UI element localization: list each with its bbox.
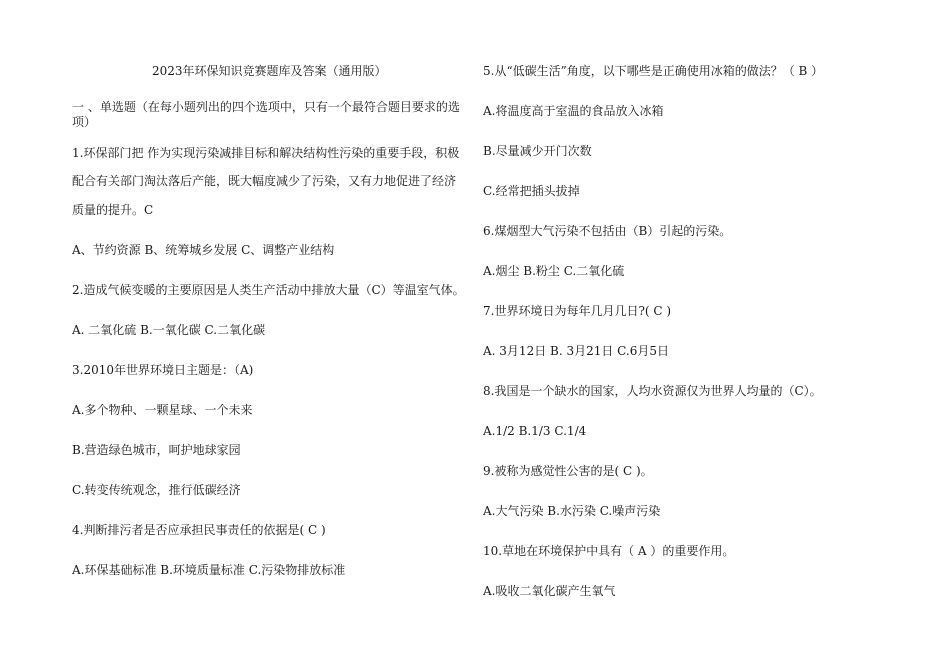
question-3-option-b: B.营造绿色城市，呵护地球家园 [72, 443, 241, 457]
question-9: 9.被称为感觉性公害的是( C )。 [483, 464, 653, 478]
question-3: 3.2010年世界环境日主题是：（A) [72, 363, 254, 377]
question-6-options: A.烟尘 B.粉尘 C.二氧化硫 [483, 264, 625, 278]
question-1-cont: 配合有关部门淘汰落后产能，既大幅度减少了污染，又有力地促进了经济 [72, 174, 457, 188]
question-8: 8.我国是一个缺水的国家，人均水资源仅为世界人均量的（C）。 [483, 384, 822, 398]
question-9-options: A.大气污染 B.水污染 C.噪声污染 [483, 504, 661, 518]
question-5-option-c: C.经常把插头拔掉 [483, 184, 580, 198]
question-10: 10.草地在环境保护中具有（ A ）的重要作用。 [483, 544, 735, 558]
section-heading-cont: 项） [72, 115, 97, 129]
question-7: 7.世界环境日为每年几月几日?( C ) [483, 304, 672, 318]
question-3-option-a: A.多个物种、一颗星球、一个未来 [72, 403, 253, 417]
question-2: 2.造成气候变暖的主要原因是人类生产活动中排放大量（C）等温室气体。 [72, 283, 465, 297]
question-1-cont: 质量的提升。C [72, 203, 154, 217]
question-5-option-b: B.尽量减少开门次数 [483, 144, 592, 158]
question-5-option-a: A.将温度高于室温的食品放入冰箱 [483, 104, 664, 118]
question-5: 5.从“低碳生活”角度，以下哪些是正确使用冰箱的做法？（ B ） [483, 64, 824, 78]
question-1-options: A、节约资源 B、统筹城乡发展 C、调整产业结构 [72, 243, 335, 257]
question-6: 6.煤烟型大气污染不包括由（B）引起的污染。 [483, 224, 732, 238]
section-heading: 一 、单选题（在每小题列出的四个选项中，只有一个最符合题目要求的选 [72, 100, 460, 114]
question-1: 1.环保部门把 作为实现污染减排目标和解决结构性污染的重要手段，积极 [72, 146, 460, 160]
question-7-options: A. 3月12日 B. 3月21日 C.6月5日 [483, 344, 670, 358]
question-4-options: A.环保基础标准 B.环境质量标准 C.污染物排放标准 [72, 563, 346, 577]
question-2-options: A. 二氧化硫 B.一氧化碳 C.二氧化碳 [72, 323, 266, 337]
question-8-options: A.1/2 B.1/3 C.1/4 [483, 424, 587, 438]
document-title: 2023年环保知识竞赛题库及答案（通用版） [152, 64, 387, 78]
question-4: 4.判断排污者是否应承担民事责任的依据是( C ) [72, 523, 326, 537]
question-10-option-a: A.吸收二氧化碳产生氧气 [483, 584, 616, 598]
question-3-option-c: C.转变传统观念，推行低碳经济 [72, 483, 241, 497]
